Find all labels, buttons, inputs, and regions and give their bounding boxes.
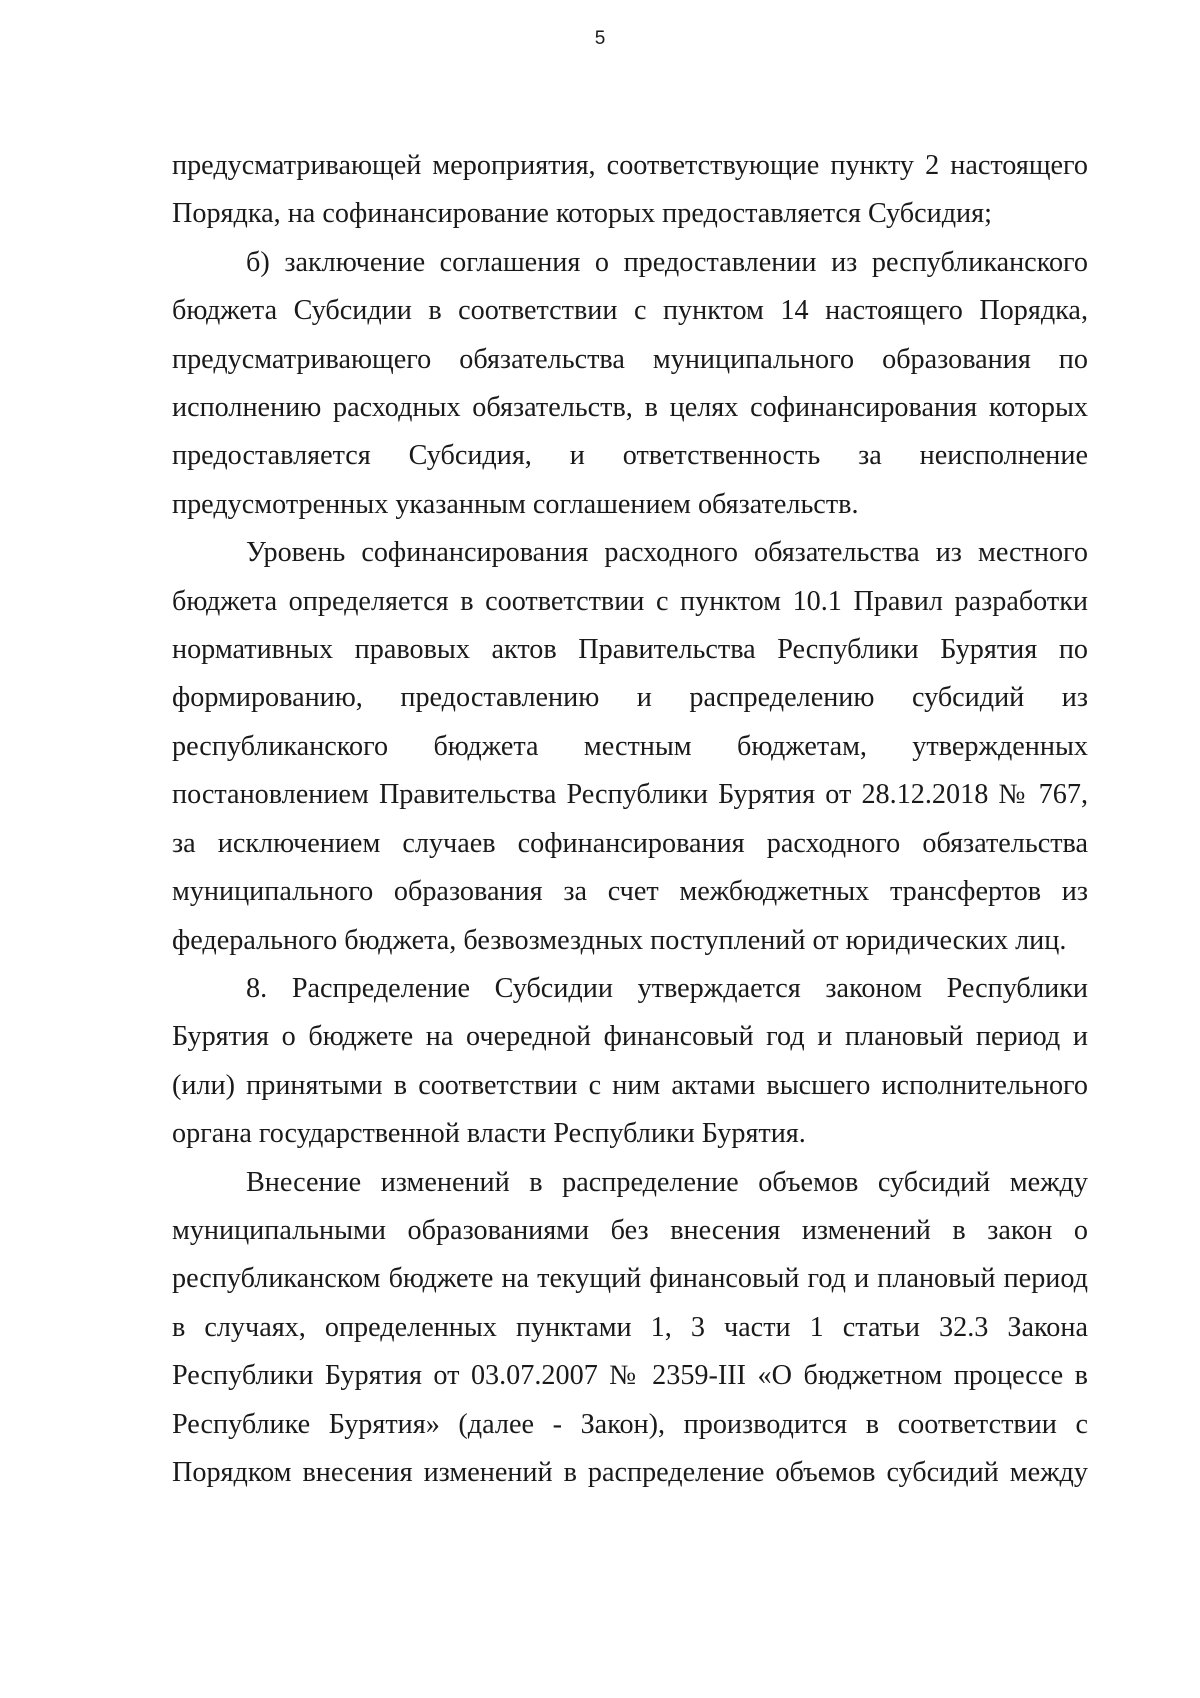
paragraph-4: 8. Распределение Субсидии утверждается законом Республики Бурятия о бюджете на очередной финансовый год и плановый период и (или) принятыми в соответствии с ним актами высшего исполнительного органа государственной власти Республики Бурятия. bbox=[172, 972, 1088, 1150]
paragraph-3: Уровень софинансирования расходного обязательства из местного бюджета определяется в соответствии с пунктом 10.1 Правил разработки нормативных правовых актов Правительства Республики Бурятия по формированию, предоставлению и распределению субсидий из республиканского бюджета местным бюджетам, утвержденных постановлением Правительства Республики Бурятия от 28.12.2018 № 767, за исключением случаев софинансирования расходного обязательства муниципального образования за счет межбюджетных трансфертов из федерального бюджета, безвозмездных поступлений от юридических лиц. bbox=[172, 537, 1088, 956]
paragraph-1: предусматривающей мероприятия, соответствующие пункту 2 настоящего Порядка, на софинансирование которых предоставляется Субсидия; bbox=[172, 150, 1088, 230]
paragraph-2: б) заключение соглашения о предоставлении из республиканского бюджета Субсидии в соответствии с пунктом 14 настоящего Порядка, предусматривающего обязательства муниципального образования по исполнению расходных обязательств, в целях софинансирования которых предоставляется Субсидия, и ответственность за неисполнение предусмотренных указанным соглашением обязательств. bbox=[172, 246, 1088, 520]
document-body bbox=[172, 142, 1088, 1497]
page-number: 5 bbox=[594, 28, 606, 49]
paragraph-5: Внесение изменений в распределение объемов субсидий между муниципальными образованиями без внесения изменений в закон о республиканском бюджете на текущий финансовый год и плановый период в случаях, определенных пунктами 1, 3 части 1 статьи 32.3 Закона Республики Бурятия от 03.07.2007 № 2359-III «О бюджетном процессе в Республике Бурятия» (далее - Закон), производится в соответствии с Порядком внесения изменений в распределение объемов субсидий между bbox=[172, 1166, 1088, 1488]
